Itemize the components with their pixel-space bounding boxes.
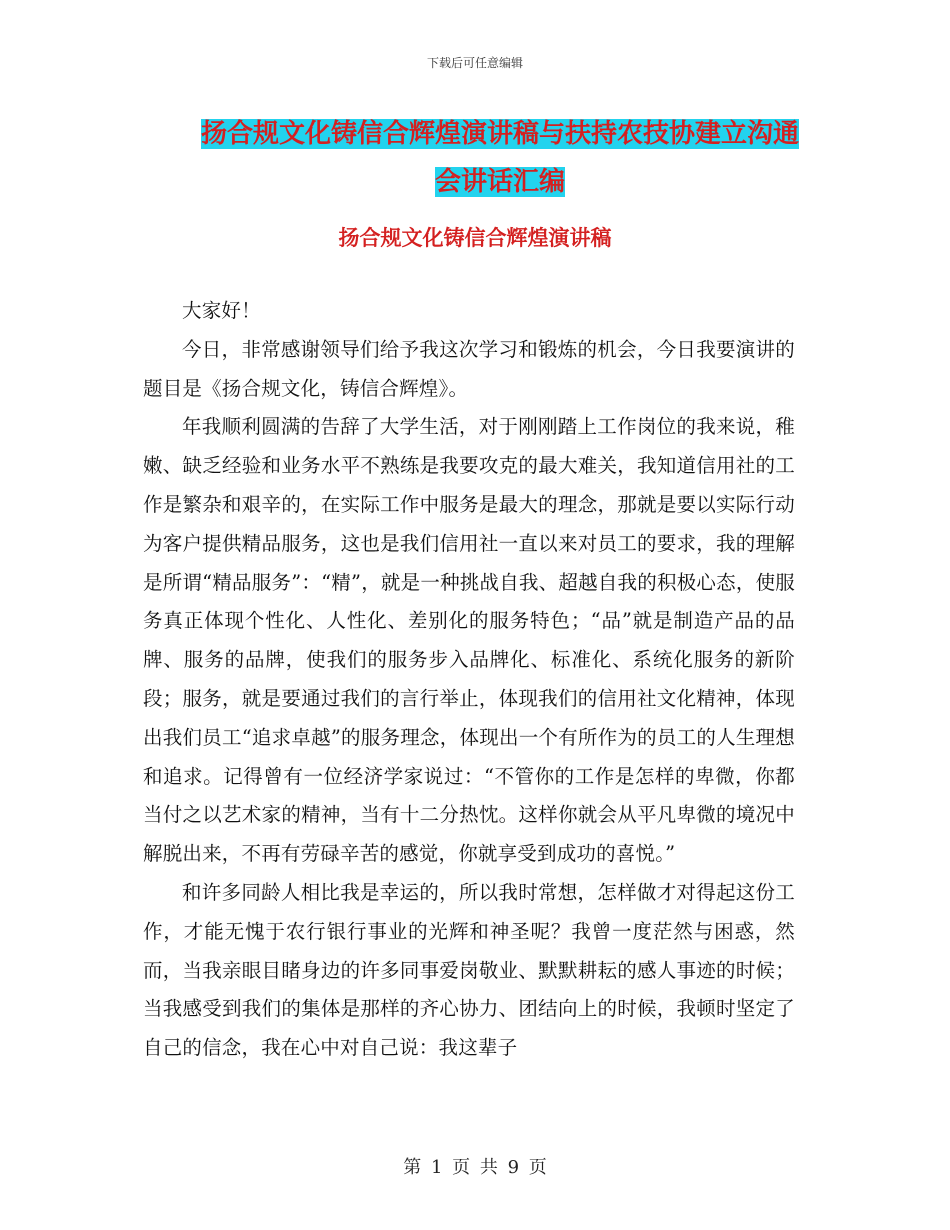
paragraph-greeting: 大家好！: [182, 299, 261, 322]
header-note: 下载后可任意编辑: [426, 56, 523, 70]
section-title: 扬合规文化铸信合辉煌演讲稿: [338, 226, 612, 250]
paragraph-intro: 今日，非常感谢领导们给予我这次学习和锻炼的机会，今日我要演讲的题目是《扬合规文化，铸信合辉煌》。: [143, 337, 795, 400]
paragraph-belief: 和许多同龄人相比我是幸运的，所以我时常想，怎样做才对得起这份工作，才能无愧于农行银行事业的光辉和神圣呢？我曾一度茫然与困惑，然而，当我亲眼目睹身边的许多同事爱岗敬业、默默耕耘的感人事迹的时候；当我感受到我们的集体是那样的齐心协力、团结向上的时候，我顿时坚定了自己的信念，我在心中对自己说：我这辈子: [143, 880, 795, 1060]
document-title: [120, 110, 880, 206]
document-title-line2: 会讲话汇编: [434, 167, 565, 197]
speech-body: [143, 292, 795, 1068]
page-number: 第 1 页 共 9 页: [403, 1157, 547, 1178]
document-title-line1: 扬合规文化铸信合辉煌演讲稿与扶持农技协建立沟通: [200, 119, 799, 149]
paragraph-service: 年我顺利圆满的告辞了大学生活，对于刚刚踏上工作岗位的我来说，稚嫩、缺乏经验和业务水平不熟练是我要攻克的最大难关，我知道信用社的工作是繁杂和艰辛的，在实际工作中服务是最大的理念，那就是要以实际行动为客户提供精品服务，这也是我们信用社一直以来对员工的要求，我的理解是所谓“精品服务”：“精”，就是一种挑战自我、超越自我的积极心态，使服务真正体现个性化、人性化、差别化的服务特色；“品”就是制造产品的品牌、服务的品牌，使我们的服务步入品牌化、标准化、系统化服务的新阶段；服务，就是要通过我们的言行举止，体现我们的信用社文化精神，体现出我们员工“追求卓越”的服务理念，体现出一个有所作为的员工的人生理想和追求。记得曾有一位经济学家说过：“不管你的工作是怎样的卑微，你都当付之以艺术家的精神，当有十二分热忱。这样你就会从平凡卑微的境况中解脱出来，不再有劳碌辛苦的感觉，你就享受到成功的喜悦。”: [143, 415, 795, 866]
